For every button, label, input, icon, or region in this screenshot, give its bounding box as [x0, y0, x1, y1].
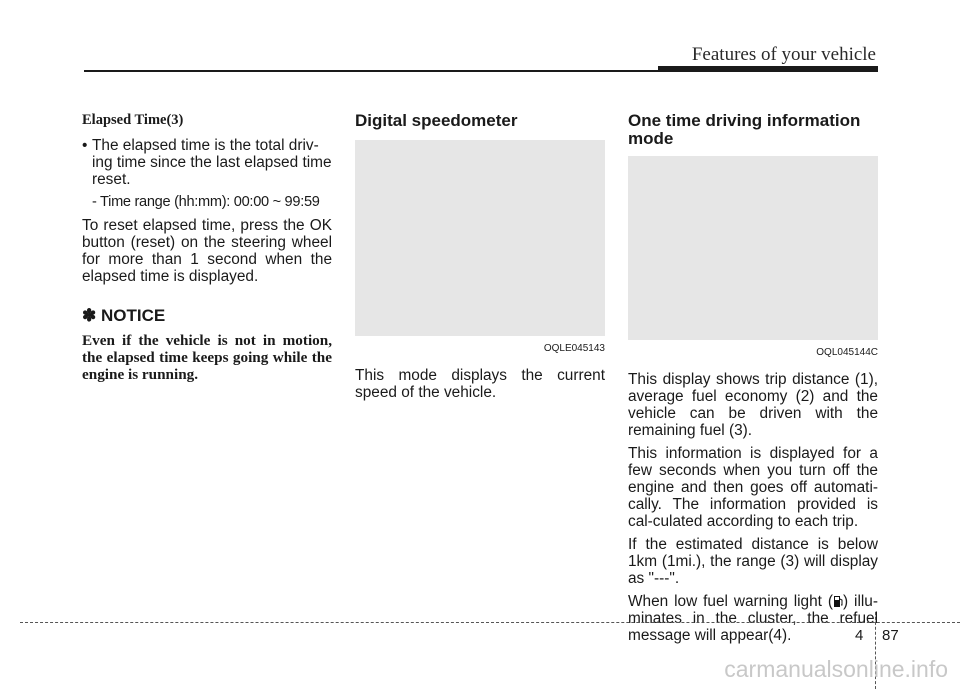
driving-info-figure-code: OQL045144C — [816, 347, 878, 358]
chapter-number: 4 — [855, 627, 864, 644]
watermark: carmanualsonline.info — [724, 656, 948, 682]
speedometer-description: This mode displays the current speed of the vehicle. — [355, 367, 605, 401]
elapsed-time-bullet — [82, 137, 332, 188]
bullet-dot-icon: • — [82, 137, 88, 154]
page-number: 87 — [882, 627, 899, 644]
driving-info-p2: This information is displayed for a few seconds when you turn off the engine and then goes off automati-cally. The information provided is cal-culated according to each trip. — [628, 445, 878, 530]
p4-after: ) illu-minates in the cluster, the refuel message will appear(4). — [628, 593, 878, 644]
column-one-time-driving-info — [628, 112, 878, 650]
footer-divider — [20, 622, 960, 623]
driving-info-p1: This display shows trip distance (1), average fuel economy (2) and the vehicle can be driven with the remaining fuel (3). — [628, 371, 878, 439]
fuel-pump-icon — [833, 595, 843, 608]
speedometer-figure-code: OQLE045143 — [543, 343, 605, 354]
reset-instructions: To reset elapsed time, press the OK button (reset) on the steering wheel for more than 1 second when the elapsed time is displayed. — [82, 217, 332, 285]
elapsed-time-bullet-text: The elapsed time is the total driv-ing time since the last elapsed time reset. — [92, 137, 332, 188]
notice-body: Even if the vehicle is not in motion, the elapsed time keeps going while the engine is running. — [82, 332, 332, 383]
digital-speedometer-title: Digital speedometer — [355, 111, 518, 130]
column-digital-speedometer — [355, 112, 605, 407]
speedometer-figure — [355, 140, 605, 336]
time-range: - Time range (hh:mm): 00:00 ~ 99:59 — [92, 194, 320, 210]
column-elapsed-time — [82, 112, 332, 383]
header-rule-thick — [658, 66, 878, 72]
one-time-driving-title: One time driving information mode — [628, 111, 861, 148]
notice-title: ✽ NOTICE — [82, 306, 166, 325]
driving-info-p4 — [628, 593, 878, 644]
driving-info-p3: If the estimated distance is below 1km (1mi.), the range (3) will display as "---". — [628, 536, 878, 587]
p4-before: When low fuel warning light ( — [628, 593, 833, 610]
header-title: Features of your vehicle — [691, 44, 876, 65]
elapsed-time-subhead: Elapsed Time(3) — [82, 112, 184, 128]
driving-info-figure — [628, 156, 878, 340]
